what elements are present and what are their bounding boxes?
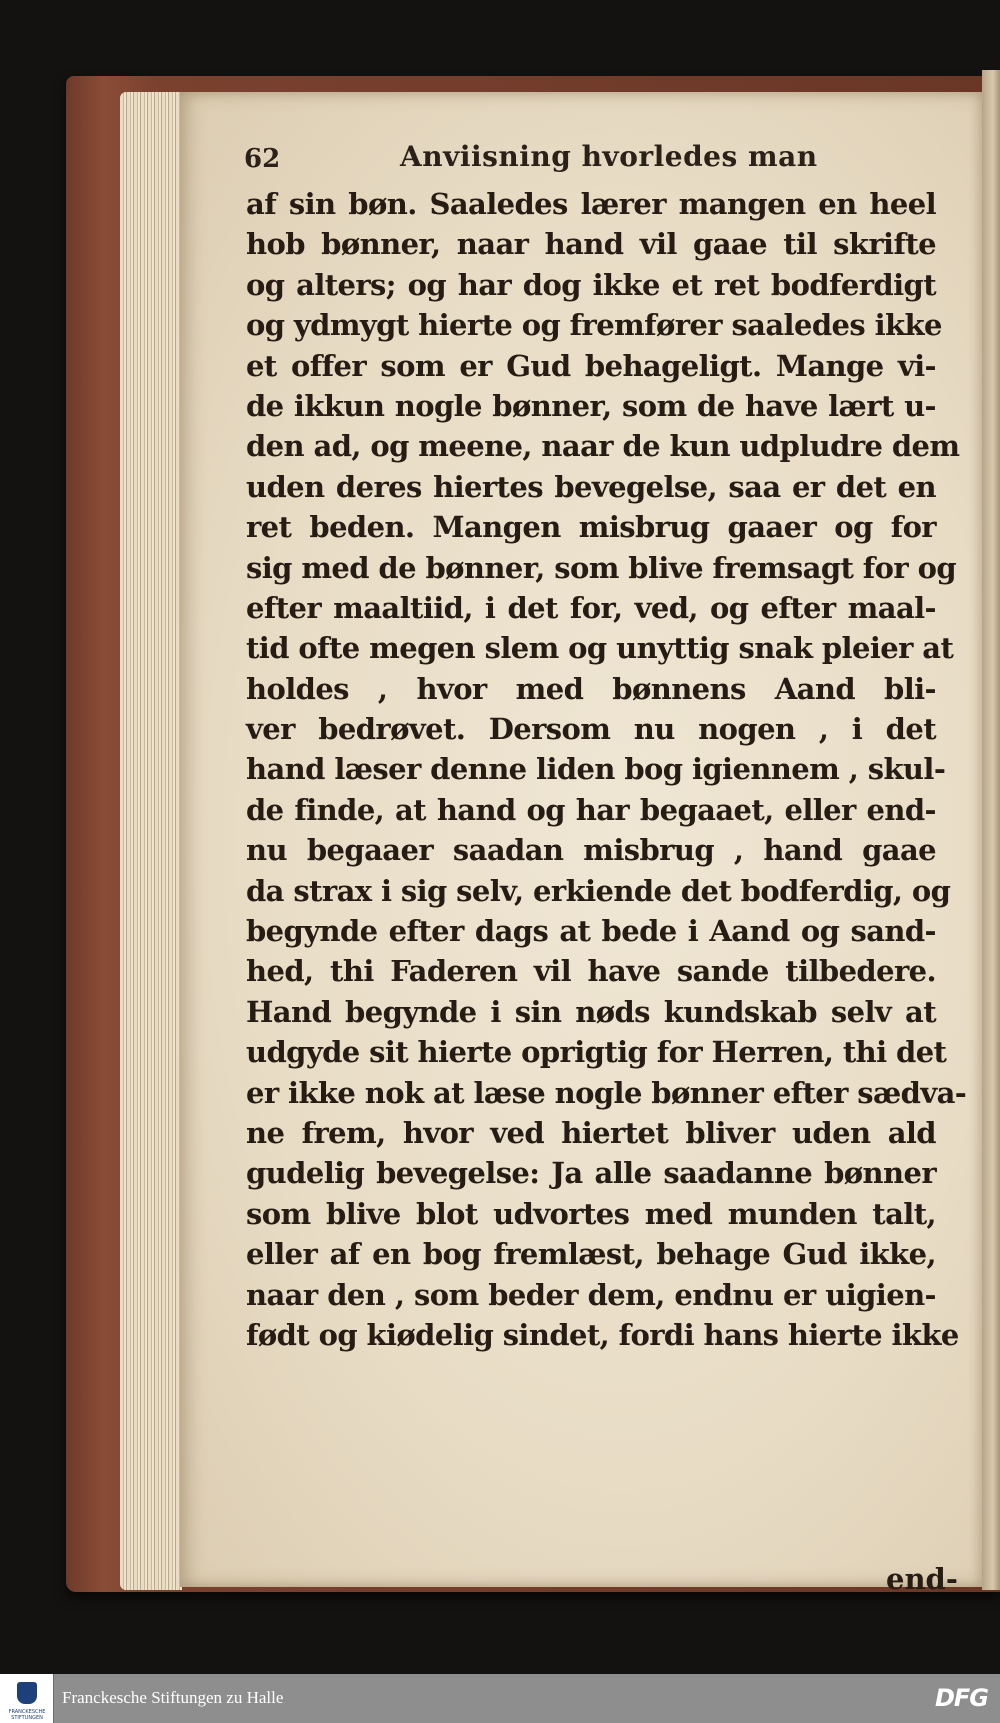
text-line: begynde efter dags at bede i Aand og sand-	[246, 914, 936, 949]
text-line: og ydmygt hierte og fremfører saaledes ikke	[246, 308, 942, 343]
text-line: de finde, at hand og har begaaet, eller end-	[246, 792, 936, 827]
text-line: Hand begynde i sin nøds kundskab selv at	[246, 994, 936, 1029]
text-line: tid ofte megen slem og unyttig snak pleier at	[246, 631, 954, 666]
footer-bar	[0, 1674, 1000, 1723]
text-line: et offer som er Gud behageligt. Mange vi-	[246, 348, 936, 383]
text-line: ne frem, hvor ved hiertet bliver uden ald	[246, 1115, 936, 1150]
dfg-logo[interactable]: DFG	[934, 1684, 988, 1712]
text-line: født og kiødelig sindet, fordi hans hierte ikke	[246, 1317, 959, 1352]
orphanage-emblem-icon	[17, 1682, 37, 1704]
text-line: udgyde sit hierte oprigtig for Herren, thi det	[246, 1035, 947, 1070]
text-line: uden deres hiertes bevegelse, saa er det en	[246, 469, 936, 504]
institution-logo[interactable]	[0, 1674, 54, 1723]
text-line: ver bedrøvet. Dersom nu nogen , i det	[246, 712, 936, 747]
text-line: er ikke nok at læse nogle bønner efter sædva-	[246, 1075, 967, 1110]
text-line: sig med de bønner, som blive fremsagt for og	[246, 550, 956, 585]
text-line: den ad, og meene, naar de kun udpludre dem	[246, 429, 960, 464]
facing-page-edge	[982, 70, 1000, 1590]
text-line: da strax i sig selv, erkiende det bodferdig, og	[246, 873, 951, 908]
text-line: efter maaltiid, i det for, ved, og efter maal-	[246, 590, 936, 625]
text-line: og alters; og har dog ikke et ret bodferdigt	[246, 267, 936, 302]
text-line: nu begaaer saadan misbrug , hand gaae	[246, 833, 936, 868]
page-edges	[120, 92, 182, 1590]
running-head: Anviisning hvorledes man	[400, 140, 818, 173]
institution-name[interactable]: Franckesche Stiftungen zu Halle	[62, 1688, 284, 1707]
text-line: hob bønner, naar hand vil gaae til skrifte	[246, 227, 936, 262]
logo-text: FRANCKESCHE STIFTUNGEN	[8, 1709, 46, 1721]
text-line: hand læser denne liden bog igiennem , skul-	[246, 752, 946, 787]
text-line: holdes , hvor med bønnens Aand bli-	[246, 671, 936, 706]
book-page	[180, 92, 982, 1596]
catchword: end-	[886, 1562, 958, 1596]
text-line: gudelig bevegelse: Ja alle saadanne bønner	[246, 1156, 936, 1191]
text-line: de ikkun nogle bønner, som de have lært u-	[246, 388, 936, 423]
text-line: som blive blot udvortes med munden talt,	[246, 1196, 936, 1231]
text-line: eller af en bog fremlæst, behage Gud ikke,	[246, 1237, 936, 1272]
text-line: hed, thi Faderen vil have sande tilbedere.	[246, 954, 936, 989]
text-line: naar den , som beder dem, endnu er uigien-	[246, 1277, 936, 1312]
page-number: 62	[244, 144, 281, 174]
body-text	[246, 184, 967, 1355]
text-line: ret beden. Mangen misbrug gaaer og for	[246, 510, 936, 545]
text-line: af sin bøn. Saaledes lærer mangen en heel	[246, 187, 936, 221]
